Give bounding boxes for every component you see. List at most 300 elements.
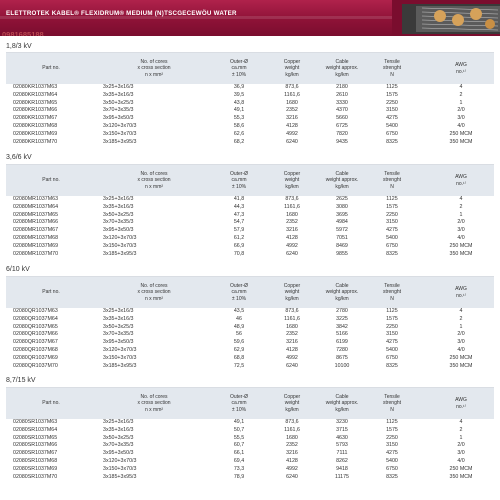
cell-cable-weight: 3330 — [336, 99, 348, 106]
cell-awg: 350 MCM — [449, 138, 473, 145]
cell-part-no: 02080QR1037M64 — [13, 315, 58, 322]
cell-tensile-strength: 1575 — [386, 426, 398, 433]
table-row — [6, 243, 494, 251]
cell-part-no: 02080KR1037M70 — [13, 138, 58, 145]
header-cores: No. of cores x cross section n x mm² — [137, 170, 171, 190]
cell-copper-weight: 873,6 — [285, 196, 299, 202]
cell-copper-weight: 4992 — [286, 242, 298, 249]
cell-cable-weight: 3225 — [336, 315, 348, 322]
cell-outer-diameter: 60,7 — [233, 442, 245, 449]
cell-cable-weight: 6725 — [336, 122, 348, 129]
cell-part-no: 02080KR1037M68 — [13, 122, 58, 129]
table-row — [6, 308, 494, 316]
cell-cores: 3x185+3x95/3 — [103, 362, 137, 369]
cell-cable-weight: 9855 — [336, 250, 348, 257]
cell-part-no: 02080MR1037M70 — [13, 250, 59, 257]
cell-copper-weight: 4992 — [286, 354, 298, 361]
cell-copper-weight: 3216 — [286, 227, 298, 234]
cell-outer-diameter: 43,5 — [233, 308, 245, 314]
cell-awg: 4/0 — [457, 122, 465, 129]
table-row — [6, 196, 494, 204]
cell-awg: 4/0 — [457, 234, 465, 241]
cell-tensile-strength: 6750 — [386, 130, 398, 137]
table-row — [6, 331, 494, 339]
cell-cable-weight: 7111 — [336, 450, 348, 457]
cell-awg: 2 — [459, 203, 463, 210]
cell-tensile-strength: 3150 — [386, 219, 398, 226]
cell-awg: 1 — [459, 211, 463, 218]
cell-cores: 3x120+3x70/3 — [103, 122, 137, 129]
table-row — [6, 100, 494, 108]
cell-tensile-strength: 2250 — [386, 211, 398, 218]
cell-tensile-strength: 8325 — [386, 250, 398, 257]
cell-cores: 3x185+3x95/3 — [103, 473, 137, 480]
header-tensile-strength: Tensile strenght N — [382, 170, 402, 190]
cell-cores: 3x25+3x16/3 — [103, 419, 134, 425]
cell-part-no: 02080MR1037M63 — [13, 196, 59, 202]
spec-table — [6, 52, 494, 146]
header-cable-weight: Cable weight approx. kg/km — [325, 58, 359, 78]
spec-table — [6, 276, 494, 370]
cell-cable-weight: 5660 — [336, 115, 348, 122]
cell-cores: 3x70+3x35/3 — [103, 331, 134, 338]
cell-cores: 3x95+3x50/3 — [103, 227, 134, 234]
cell-cable-weight: 7051 — [336, 234, 348, 241]
cell-part-no: 02080MR1037M64 — [13, 203, 59, 210]
cell-cable-weight: 3080 — [336, 203, 348, 210]
table-row — [6, 219, 494, 227]
cell-awg: 3/0 — [457, 450, 465, 457]
cell-awg: 2/0 — [457, 331, 465, 338]
cell-cable-weight: 2625 — [336, 196, 348, 202]
cell-cores: 3x70+3x35/3 — [103, 107, 134, 114]
cell-cores: 3x70+3x35/3 — [103, 442, 134, 449]
cell-cores: 3x150+3x70/3 — [103, 242, 137, 249]
cell-tensile-strength: 1125 — [386, 419, 398, 425]
header-banner — [0, 0, 500, 36]
cell-awg: 350 MCM — [449, 473, 473, 480]
cell-part-no: 02080SR1037M63 — [13, 419, 58, 425]
header-tensile-strength: Tensile strenght N — [382, 282, 402, 302]
header-cores: No. of cores x cross section n x mm² — [137, 393, 171, 413]
cell-outer-diameter: 66,1 — [233, 450, 245, 457]
table-row — [6, 339, 494, 347]
cell-outer-diameter: 41,8 — [233, 196, 245, 202]
cell-outer-diameter: 55,3 — [233, 115, 245, 122]
cell-tensile-strength: 1125 — [386, 308, 398, 314]
cell-outer-diameter: 62,6 — [233, 130, 245, 137]
cell-part-no: 02080MR1037M66 — [13, 219, 59, 226]
cell-part-no: 02080QR1037M70 — [13, 362, 58, 369]
cell-copper-weight: 6240 — [286, 362, 298, 369]
cell-copper-weight: 4992 — [286, 465, 298, 472]
cell-copper-weight: 1680 — [286, 211, 298, 218]
cell-tensile-strength: 6750 — [386, 354, 398, 361]
header-cable-weight: Cable weight approx. kg/km — [325, 282, 359, 302]
cell-cores: 3x95+3x50/3 — [103, 450, 134, 457]
cell-cores: 3x50+3x25/3 — [103, 434, 134, 441]
table-row — [6, 347, 494, 355]
cell-cores: 3x35+3x16/3 — [103, 203, 134, 210]
cell-outer-diameter: 44,3 — [233, 203, 245, 210]
cell-awg: 250 MCM — [449, 354, 473, 361]
cell-cores: 3x120+3x70/3 — [103, 457, 137, 464]
cell-cores: 3x185+3x95/3 — [103, 138, 137, 145]
cell-outer-diameter: 78,9 — [233, 473, 245, 480]
cell-part-no: 02080KR1037M69 — [13, 130, 58, 137]
cell-awg: 1 — [459, 323, 463, 330]
table-row — [6, 458, 494, 466]
cell-outer-diameter: 68,8 — [233, 354, 245, 361]
header-awg: AWG no.¹⁾ — [455, 174, 467, 187]
table-body — [6, 196, 494, 258]
cell-cable-weight: 5166 — [336, 331, 348, 338]
cell-tensile-strength: 5400 — [386, 457, 398, 464]
cell-awg: 1 — [459, 99, 463, 106]
table-row — [6, 115, 494, 123]
header-awg: AWG no.¹⁾ — [455, 397, 467, 410]
header-copper-weight: Copper weight kg/km — [283, 282, 301, 302]
cell-cable-weight: 10100 — [334, 362, 350, 369]
cell-part-no: 02080QR1037M69 — [13, 354, 58, 361]
cell-tensile-strength: 5400 — [386, 234, 398, 241]
cell-part-no: 02080MR1037M68 — [13, 234, 59, 241]
cell-tensile-strength: 1575 — [386, 91, 398, 98]
header-copper-weight: Copper weight kg/km — [283, 58, 301, 78]
cell-awg: 3/0 — [457, 115, 465, 122]
cell-part-no: 02080SR1037M69 — [13, 465, 58, 472]
cell-part-no: 02080QR1037M65 — [13, 323, 58, 330]
table-row — [6, 212, 494, 220]
section-voltage-label: 1,8/3 kV — [6, 43, 32, 50]
cell-copper-weight: 1680 — [286, 323, 298, 330]
cell-outer-diameter: 49,1 — [233, 107, 245, 114]
cell-cable-weight: 9435 — [336, 138, 348, 145]
cell-cable-weight: 11175 — [335, 473, 349, 480]
table-row — [6, 419, 494, 427]
cell-copper-weight: 1161,6 — [284, 426, 300, 433]
spec-table — [6, 387, 494, 481]
cell-outer-diameter: 46 — [236, 315, 242, 322]
table-row — [6, 427, 494, 435]
cell-outer-diameter: 49,1 — [233, 419, 245, 425]
cell-part-no: 02080KR1037M67 — [13, 115, 58, 122]
cell-outer-diameter: 72,5 — [233, 362, 245, 369]
cell-cable-weight: 3715 — [336, 426, 348, 433]
cell-tensile-strength: 3150 — [386, 331, 398, 338]
cell-outer-diameter: 70,8 — [233, 250, 245, 257]
table-row — [6, 235, 494, 243]
cell-cores: 3x25+3x16/3 — [103, 308, 134, 314]
header-cable-weight: Cable weight approx. kg/km — [325, 393, 359, 413]
cell-cores: 3x95+3x50/3 — [103, 115, 134, 122]
cell-copper-weight: 6240 — [286, 250, 298, 257]
cell-copper-weight: 873,6 — [285, 419, 299, 425]
cell-copper-weight: 4992 — [286, 130, 298, 137]
cell-tensile-strength: 4275 — [386, 339, 398, 346]
cell-copper-weight: 873,6 — [285, 84, 299, 90]
table-body — [6, 419, 494, 481]
cell-awg: 4 — [459, 308, 463, 314]
cell-awg: 2 — [459, 315, 463, 322]
cell-tensile-strength: 3150 — [386, 107, 398, 114]
cell-awg: 2 — [459, 426, 463, 433]
cell-copper-weight: 4128 — [286, 122, 298, 129]
cell-cable-weight: 7280 — [336, 346, 348, 353]
cell-cores: 3x185+3x95/3 — [103, 250, 137, 257]
cell-cores: 3x120+3x70/3 — [103, 234, 137, 241]
cell-awg: 2/0 — [457, 442, 465, 449]
cell-cores: 3x95+3x50/3 — [103, 339, 134, 346]
cell-awg: 4 — [459, 419, 463, 425]
cell-copper-weight: 1680 — [286, 434, 298, 441]
cell-tensile-strength: 5400 — [386, 122, 398, 129]
section-voltage-label: 3,6/6 kV — [6, 154, 32, 161]
cell-outer-diameter: 68,2 — [233, 138, 245, 145]
table-row — [6, 466, 494, 474]
header-part-no: Part no. — [42, 400, 60, 407]
cell-copper-weight: 3216 — [286, 115, 298, 122]
cell-outer-diameter: 48,9 — [233, 323, 245, 330]
cell-awg: 250 MCM — [449, 130, 473, 137]
cell-cable-weight: 6199 — [336, 339, 348, 346]
cell-cable-weight: 5793 — [336, 442, 348, 449]
cell-cable-weight: 7820 — [336, 130, 348, 137]
cell-part-no: 02080KR1037M63 — [13, 84, 58, 90]
cell-awg: 4 — [459, 196, 463, 202]
cell-outer-diameter: 54,7 — [233, 219, 245, 226]
header-outer-diameter: Outer-Ø ca.mm ± 10% — [229, 58, 249, 78]
table-row — [6, 107, 494, 115]
cell-cable-weight: 2780 — [336, 308, 348, 314]
cell-part-no: 02080QR1037M67 — [13, 339, 58, 346]
cell-awg: 2/0 — [457, 219, 465, 226]
cell-tensile-strength: 2250 — [386, 323, 398, 330]
cell-awg: 2/0 — [457, 107, 465, 114]
table-row — [6, 227, 494, 235]
cell-tensile-strength: 3150 — [386, 442, 398, 449]
table-row — [6, 363, 494, 371]
cell-cable-weight: 3230 — [336, 419, 348, 425]
cell-cable-weight: 9418 — [336, 465, 348, 472]
cell-outer-diameter: 61,2 — [233, 234, 245, 241]
phone-watermark: 0981685188 — [2, 30, 44, 36]
cell-copper-weight: 2352 — [286, 107, 298, 114]
cell-copper-weight: 2352 — [286, 331, 298, 338]
cell-cores: 3x35+3x16/3 — [103, 91, 134, 98]
header-outer-diameter: Outer-Ø ca.mm ± 10% — [229, 393, 249, 413]
cell-awg: 250 MCM — [449, 242, 473, 249]
cell-outer-diameter: 66,9 — [233, 242, 245, 249]
cell-outer-diameter: 55,5 — [233, 434, 245, 441]
cell-cores: 3x50+3x25/3 — [103, 99, 134, 106]
cell-cores: 3x50+3x25/3 — [103, 211, 134, 218]
cell-cores: 3x35+3x16/3 — [103, 426, 134, 433]
table-row — [6, 324, 494, 332]
cell-tensile-strength: 2250 — [386, 99, 398, 106]
table-header — [6, 53, 494, 84]
cell-cores: 3x25+3x16/3 — [103, 84, 134, 90]
cell-part-no: 02080KR1037M64 — [13, 91, 58, 98]
cell-tensile-strength: 5400 — [386, 346, 398, 353]
cell-tensile-strength: 8325 — [386, 362, 398, 369]
table-header — [6, 165, 494, 196]
cell-tensile-strength: 8325 — [386, 138, 398, 145]
table-row — [6, 204, 494, 212]
cell-tensile-strength: 1575 — [386, 203, 398, 210]
table-row — [6, 84, 494, 92]
cell-part-no: 02080SR1037M70 — [13, 473, 58, 480]
cell-copper-weight: 4128 — [286, 457, 298, 464]
cell-part-no: 02080SR1037M66 — [13, 442, 58, 449]
cell-cores: 3x25+3x16/3 — [103, 196, 134, 202]
header-cores: No. of cores x cross section n x mm² — [137, 58, 171, 78]
cell-copper-weight: 4128 — [286, 346, 298, 353]
table-row — [6, 251, 494, 259]
cell-tensile-strength: 6750 — [386, 465, 398, 472]
table-header — [6, 277, 494, 308]
cell-cable-weight: 8675 — [336, 354, 348, 361]
cell-outer-diameter: 39,5 — [233, 91, 245, 98]
cell-awg: 4/0 — [457, 457, 465, 464]
table-row — [6, 139, 494, 147]
cell-cable-weight: 5972 — [336, 227, 348, 234]
cell-tensile-strength: 2250 — [386, 434, 398, 441]
header-part-no: Part no. — [42, 65, 60, 72]
cell-copper-weight: 1680 — [286, 99, 298, 106]
cell-awg: 350 MCM — [449, 362, 473, 369]
cell-part-no: 02080QR1037M66 — [13, 331, 58, 338]
cell-awg: 4/0 — [457, 346, 465, 353]
cell-outer-diameter: 59,6 — [233, 339, 245, 346]
cell-tensile-strength: 1125 — [386, 84, 398, 90]
cell-copper-weight: 4128 — [286, 234, 298, 241]
cell-part-no: 02080KR1037M65 — [13, 99, 58, 106]
cell-copper-weight: 873,6 — [285, 308, 299, 314]
cell-part-no: 02080QR1037M63 — [13, 308, 58, 314]
cell-part-no: 02080MR1037M67 — [13, 227, 59, 234]
cell-outer-diameter: 73,3 — [233, 465, 245, 472]
product-title: ELETTROTEK KABEL® FLEXIDRUM® MEDIUM (N)TSCGECEWÖU WATER — [6, 10, 237, 17]
table-row — [6, 442, 494, 450]
header-tensile-strength: Tensile strenght N — [382, 393, 402, 413]
cell-tensile-strength: 6750 — [386, 242, 398, 249]
cell-outer-diameter: 57,9 — [233, 227, 245, 234]
cell-part-no: 02080SR1037M64 — [13, 426, 58, 433]
cell-cable-weight: 4630 — [336, 434, 348, 441]
header-awg: AWG no.¹⁾ — [455, 62, 467, 75]
table-row — [6, 435, 494, 443]
table-row — [6, 450, 494, 458]
cell-part-no: 02080MR1037M69 — [13, 242, 59, 249]
cell-outer-diameter: 62,9 — [233, 346, 245, 353]
cell-awg: 3/0 — [457, 339, 465, 346]
table-row — [6, 92, 494, 100]
cell-cores: 3x50+3x25/3 — [103, 323, 134, 330]
cell-copper-weight: 3216 — [286, 339, 298, 346]
header-copper-weight: Copper weight kg/km — [283, 393, 301, 413]
cell-tensile-strength: 1575 — [386, 315, 398, 322]
table-row — [6, 474, 494, 482]
header-part-no: Part no. — [42, 289, 60, 296]
cell-tensile-strength: 8325 — [386, 473, 398, 480]
cell-tensile-strength: 4275 — [386, 450, 398, 457]
cell-outer-diameter: 56 — [236, 331, 242, 338]
cell-cores: 3x35+3x16/3 — [103, 315, 134, 322]
cell-cable-weight: 8262 — [336, 457, 348, 464]
header-outer-diameter: Outer-Ø ca.mm ± 10% — [229, 170, 249, 190]
cell-part-no: 02080MR1037M65 — [13, 211, 59, 218]
cell-copper-weight: 2352 — [286, 442, 298, 449]
cell-cable-weight: 2180 — [336, 84, 348, 90]
table-row — [6, 316, 494, 324]
header-part-no: Part no. — [42, 177, 60, 184]
cell-outer-diameter: 58,6 — [233, 122, 245, 129]
cell-cable-weight: 4984 — [336, 219, 348, 226]
cell-outer-diameter: 43,8 — [233, 99, 245, 106]
cell-outer-diameter: 69,4 — [233, 457, 245, 464]
cell-tensile-strength: 1125 — [386, 196, 398, 202]
cell-copper-weight: 6240 — [286, 138, 298, 145]
table-header — [6, 388, 494, 419]
header-cable-weight: Cable weight approx. kg/km — [325, 170, 359, 190]
cell-awg: 3/0 — [457, 227, 465, 234]
cell-copper-weight: 1161,6 — [284, 203, 300, 210]
cell-cores: 3x150+3x70/3 — [103, 465, 137, 472]
cell-part-no: 02080SR1037M68 — [13, 457, 58, 464]
cell-copper-weight: 6240 — [286, 473, 298, 480]
header-cores: No. of cores x cross section n x mm² — [137, 282, 171, 302]
cell-tensile-strength: 4275 — [386, 115, 398, 122]
cell-cable-weight: 2610 — [336, 91, 348, 98]
cell-awg: 250 MCM — [449, 465, 473, 472]
table-row — [6, 355, 494, 363]
cell-cable-weight: 3695 — [336, 211, 348, 218]
cell-copper-weight: 1161,6 — [284, 91, 300, 98]
cell-cores: 3x120+3x70/3 — [103, 346, 137, 353]
cell-part-no: 02080KR1037M66 — [13, 107, 58, 114]
cell-awg: 350 MCM — [449, 250, 473, 257]
header-awg: AWG no.¹⁾ — [455, 286, 467, 299]
header-copper-weight: Copper weight kg/km — [283, 170, 301, 190]
section-voltage-label: 8,7/15 kV — [6, 377, 36, 384]
header-tensile-strength: Tensile strenght N — [382, 58, 402, 78]
cell-part-no: 02080QR1037M68 — [13, 346, 58, 353]
cell-outer-diameter: 36,9 — [233, 84, 245, 90]
cell-part-no: 02080SR1037M65 — [13, 434, 58, 441]
cell-awg: 1 — [459, 434, 463, 441]
cable-cross-section-image — [392, 0, 500, 36]
cell-part-no: 02080SR1037M67 — [13, 450, 58, 457]
cell-awg: 4 — [459, 84, 463, 90]
cell-cores: 3x150+3x70/3 — [103, 354, 137, 361]
table-row — [6, 131, 494, 139]
cell-copper-weight: 2352 — [286, 219, 298, 226]
header-outer-diameter: Outer-Ø ca.mm ± 10% — [229, 282, 249, 302]
cell-outer-diameter: 50,7 — [233, 426, 245, 433]
spec-table — [6, 164, 494, 258]
cell-tensile-strength: 4275 — [386, 227, 398, 234]
table-body — [6, 84, 494, 146]
cell-cable-weight: 4370 — [336, 107, 348, 114]
cell-outer-diameter: 47,3 — [233, 211, 245, 218]
table-body — [6, 308, 494, 370]
cell-cores: 3x70+3x35/3 — [103, 219, 134, 226]
cell-cores: 3x150+3x70/3 — [103, 130, 137, 137]
table-row — [6, 123, 494, 131]
cell-copper-weight: 1161,6 — [284, 315, 300, 322]
cell-cable-weight: 8469 — [336, 242, 348, 249]
